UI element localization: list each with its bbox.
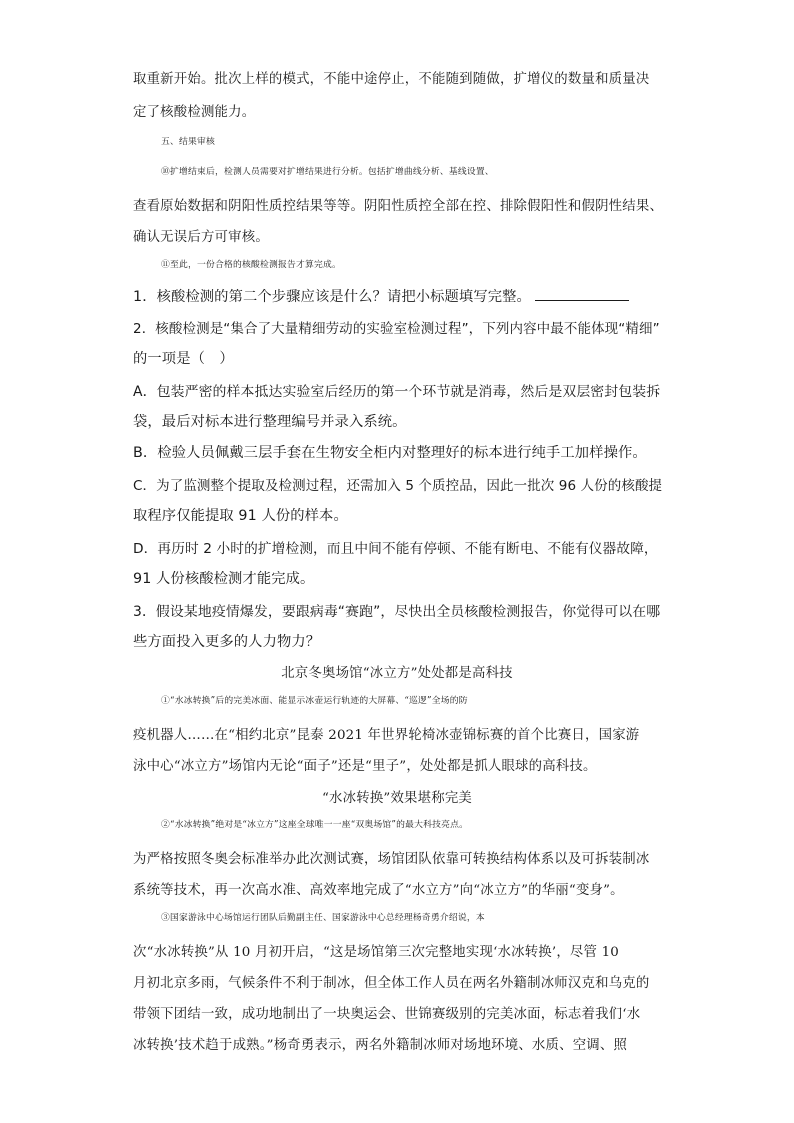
para2-line3: 系统等技术，再一次高水准、高效率地完成了“水立方”向“冰立方”的华丽“变身”。 bbox=[133, 883, 624, 898]
para11: ⑪至此，一份合格的核酸检测报告才算完成。 bbox=[161, 260, 341, 270]
question-2-line1: 2．核酸检测是“集合了大量精细劳动的实验室检测过程”，下列内容中最不能体现“精细” bbox=[133, 321, 660, 337]
section-heading: 五、结果审核 bbox=[161, 137, 215, 147]
para3-line2: 次“水冰转换”从 10 月初开启，“这是场馆第三次完整地实现‘水冰转换’，尽管 10 bbox=[133, 945, 620, 960]
question-1 bbox=[133, 286, 629, 306]
para1-line2: 疫机器人……在“相约北京”昆泰 2021 年世界轮椅冰壶锦标赛的首个比赛日，国家游 bbox=[133, 728, 640, 743]
answer-blank[interactable] bbox=[535, 288, 629, 301]
para3-line1: ③国家游泳中心场馆运行团队后勤副主任、国家游泳中心总经理杨奇勇介绍说，本 bbox=[161, 913, 485, 923]
para3-line3: 月初北京多雨，气候条件不利于制冰，但全体工作人员在两名外籍制冰师汉克和乌克的 bbox=[133, 976, 650, 991]
para1-line3: 泳中心“冰立方”场馆内无论“面子”还是“里子”，处处都是抓人眼球的高科技。 bbox=[133, 759, 597, 774]
question-3-line1: 3．假设某地疫情爆发，要跟病毒“赛跑”，尽快出全员核酸检测报告，你觉得可以在哪 bbox=[133, 604, 661, 620]
para2-line2: 为严格按照冬奥会标准举办此次测试赛，场馆团队依靠可转换结构体系以及可拆装制冰 bbox=[133, 852, 650, 867]
para10-line1: ⑩扩增结束后，检测人员需要对扩增结果进行分析。包括扩增曲线分析、基线设置、 bbox=[161, 167, 494, 177]
passage2-title: 北京冬奥场馆“冰立方”处处都是高科技 bbox=[281, 666, 513, 681]
question-2-line2: 的一项是（ ） bbox=[133, 351, 234, 367]
question-1-text: 1．核酸检测的第二个步骤应该是什么？请把小标题填写完整。 bbox=[133, 289, 531, 305]
option-d-line1: D．再历时 2 小时的扩增检测，而且中间不能有停顿、不能有断电、不能有仪器故障， bbox=[133, 541, 658, 557]
para1-line1: ①“水冰转换”后的完美冰面、能显示冰壶运行轨迹的大屏幕、“巡逻”全场的防 bbox=[161, 696, 468, 706]
passage1-line1: 取重新开始。批次上样的模式，不能中途停止，不能随到随做，扩增仪的数量和质量决 bbox=[133, 72, 650, 87]
para10-line2: 查看原始数据和阴阳性质控结果等等。阴阳性质控全部在控、排除假阳性和假阴性结果、 bbox=[133, 199, 664, 214]
para2-line1: ②“水冰转换”绝对是“冰立方”这座全球唯一一座“双奥场馆”的最大科技亮点。 bbox=[161, 820, 469, 830]
para10-line3: 确认无误后方可审核。 bbox=[133, 230, 269, 245]
passage2-subtitle: “水冰转换”效果堪称完美 bbox=[322, 791, 472, 806]
question-3-line2: 些方面投入更多的人力物力？ bbox=[133, 634, 321, 650]
para3-line5: 冰转换’技术趋于成熟。”杨奇勇表示，两名外籍制冰师对场地环境、水质、空调、照 bbox=[133, 1038, 628, 1053]
option-c-line1: C．为了监测整个提取及检测过程，还需加入 5 个质控品，因此一批次 96 人份的核酸提 bbox=[133, 478, 663, 494]
para3-line4: 带领下团结一致，成功地制出了一块奥运会、世锦赛级别的完美冰面，标志着我们‘水 bbox=[133, 1007, 641, 1022]
passage1-line2: 定了核酸检测能力。 bbox=[133, 105, 256, 120]
option-c-line2: 取程序仅能提取 91 人份的样本。 bbox=[133, 508, 348, 524]
option-a-line1: A．包装严密的样本抵达实验室后经历的第一个环节就是消毒，然后是双层密封包装拆 bbox=[133, 384, 661, 400]
option-a-line2: 袋，最后对标本进行整理编号并录入系统。 bbox=[133, 414, 407, 430]
option-b: B．检验人员佩戴三层手套在生物安全柜内对整理好的标本进行纯手工加样操作。 bbox=[133, 445, 647, 461]
option-d-line2: 91 人份核酸检测才能完成。 bbox=[133, 571, 315, 587]
